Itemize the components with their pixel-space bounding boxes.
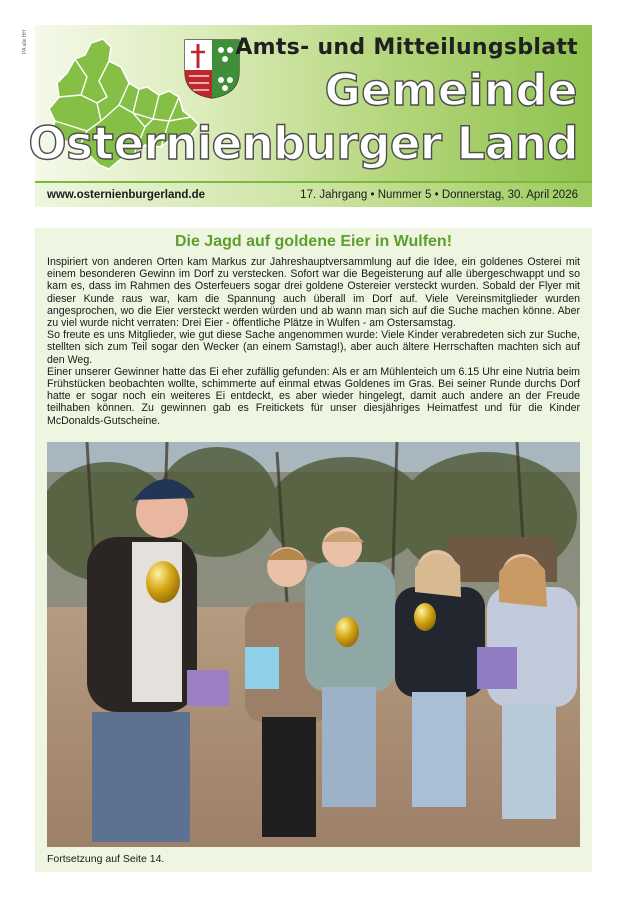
side-code: PA alle HH	[22, 30, 28, 54]
article-photo	[47, 442, 580, 847]
article-body	[47, 256, 580, 427]
lead-article	[35, 228, 592, 872]
article-paragraph: Einer unserer Gewinner hatte das Ei eher zufällig gefunden: Als er am Mühlenteich um 6.15 Uhr eine Nutria beim Frühstücken beobachten wollte, schimmerte auf einmal etwas Goldenes im Gras. Bei seiner Runde durchs Dorf hatte er sogar noch ein weiteres Ei entdeckt, es aber wieder hingelegt, damit auch andere an der Freude teilhaben können. Zu gewinnen gab es Freitickets für unser diesjähriges Heimatfest und für die Kinder McDonalds-Gutscheine.	[47, 365, 580, 427]
issue-info: 17. Jahrgang • Nummer 5 • Donnerstag, 30. April 2026	[300, 189, 578, 201]
article-paragraph: Inspiriert von anderen Orten kam Markus zur Jahreshauptversammlung auf die Idee, ein goldenes Osterei mit einem besonderen Gewinn im Dorf zu verstecken. Sofort war die Begeisterung auf alle übergeschwappt und so kam es, dass im Rahmen des Osterfeuers sogar drei goldene Ostereier versteckt wurden. Sobald der Flyer mit dieser Kunde raus war, kam die Spannung auch überall im Dorf auf. Viele Vereinsmitglieder wurden angesprochen, wo die Eier versteckt werden würden und ab wann man sich auf die Suche machen könne. Aber zu viel wurde nicht verraten: Drei Eier - öffentliche Plätze in Wulfen - am Ostersamstag.	[47, 256, 580, 330]
issue-info-bar	[35, 181, 592, 207]
coat-of-arms-icon	[183, 38, 241, 100]
masthead-title-line1: Gemeinde	[324, 65, 578, 116]
masthead-subtitle: Amts- und Mitteilungsblatt	[235, 35, 578, 60]
masthead-title-line2: Osternienburger Land	[28, 117, 578, 170]
article-headline: Die Jagd auf goldene Eier in Wulfen!	[174, 233, 453, 250]
continued-note: Fortsetzung auf Seite 14.	[47, 853, 165, 865]
article-paragraph: So freute es uns Mitglieder, wie gut diese Sache angenommen wurde: Viele Kinder verabredeten sich zur Suche, stellten sich zum Teil sogar den Wecker (an einem Samstag!), aber auch ältere Herrschaften machten sich auf den Weg.	[47, 329, 580, 366]
masthead	[28, 25, 592, 181]
website-link[interactable]: www.osternienburgerland.de	[47, 189, 206, 201]
